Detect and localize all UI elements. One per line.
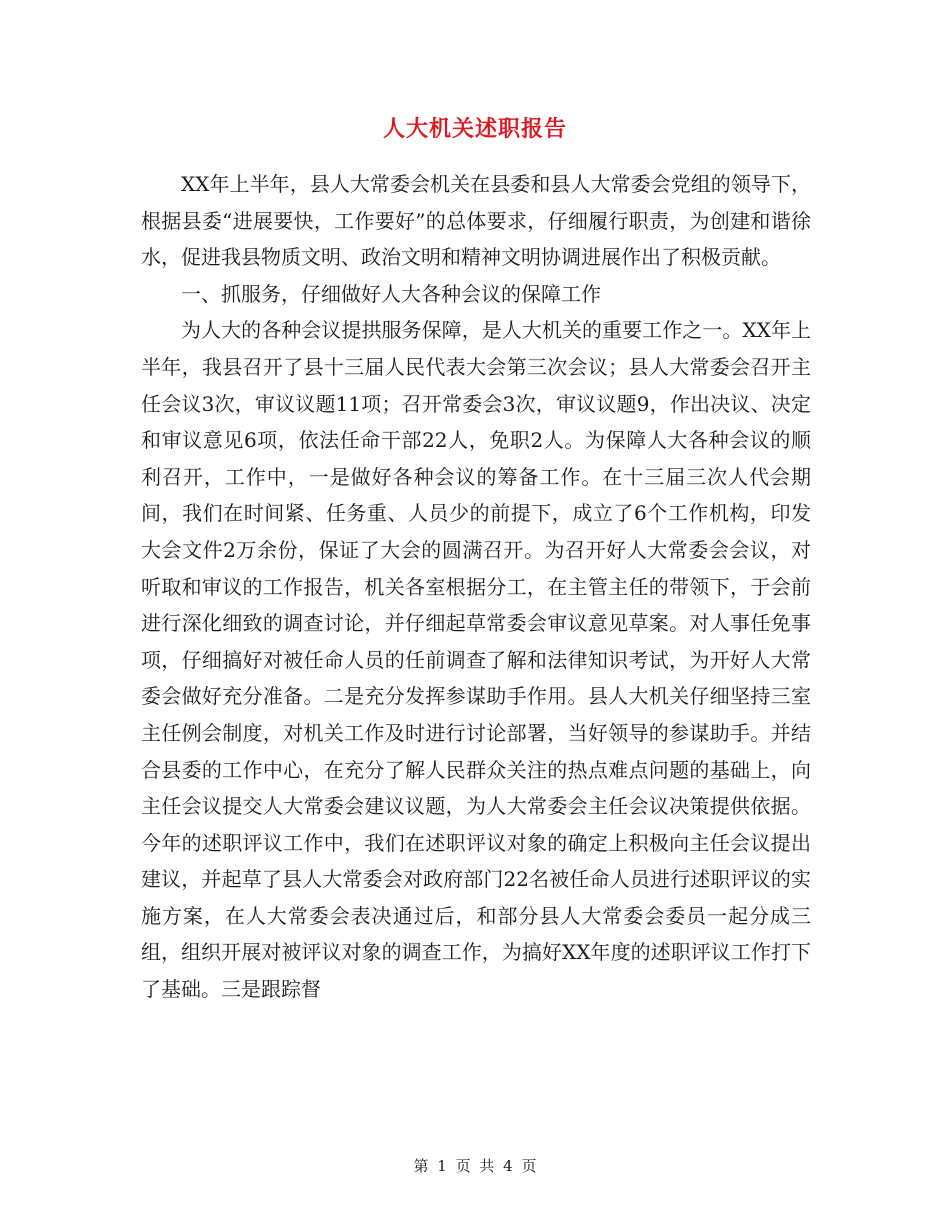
paragraph-intro: XX年上半年，县人大常委会机关在县委和县人大常委会党组的领导下，根据县委“进展要快，工作要好”的总体要求，仔细履行职责，为创建和谐徐水，促进我县物质文明、政治文明和精神文明协调进展作出了积极贡献。 [141, 172, 811, 270]
paragraph-section-1: 为人大的各种会议提拱服务保障，是人大机关的重要工作之一。XX年上半年，我县召开了县十三届人民代表大会第三次会议；县人大常委会召开主任会议3次，审议议题11项；召开常委会3次，审议议题9，作出决议、决定和审议意见6项，依法任命干部22人，免职2人。为保障人大各种会议的顺利召开，工作中，一是做好各种会议的筹备工作。在十三届三次人代会期间，我们在时间紧、任务重、人员少的前提下，成立了6个工作机构，印发大会文件2万余份，保证了大会的圆满召开。为召开好人大常委会会议，对听取和审议的工作报告，机关各室根据分工，在主管主任的带领下，于会前进行深化细致的调查讨论，并仔细起草常委会审议意见草案。对人事任免事项，仔细搞好对被任命人员的任前调查了解和法律知识考试，为开好人大常委会做好充分准备。二是充分发挥参谋助手作用。县人大机关仔细坚持三室主任例会制度，对机关工作及时进行讨论部署，当好领导的参谋助手。并结合县委的工作中心，在充分了解人民群众关注的热点难点问题的基础上，向主任会议提交人大常委会建议议题，为人大常委会主任会议决策提供依据。今年的述职评议工作中，我们在述职评议对象的确定上积极向主任会议提出建议，并起草了县人大常委会对政府部门22名被任命人员进行述职评议的实施方案，在人大常委会表决通过后，和部分县人大常委会委员一起分成三组，组织开展对被评议对象的调查工作，为搞好XX年度的述职评议工作打下了基础。三是跟踪督 [141, 318, 811, 1002]
section-heading-1: 一、抓服务，仔细做好人大各种会议的保障工作 [181, 281, 601, 306]
document-body [141, 166, 811, 1008]
page-footer: 第 1 页 共 4 页 [413, 1157, 537, 1175]
document-title: 人大机关述职报告 [382, 117, 567, 142]
